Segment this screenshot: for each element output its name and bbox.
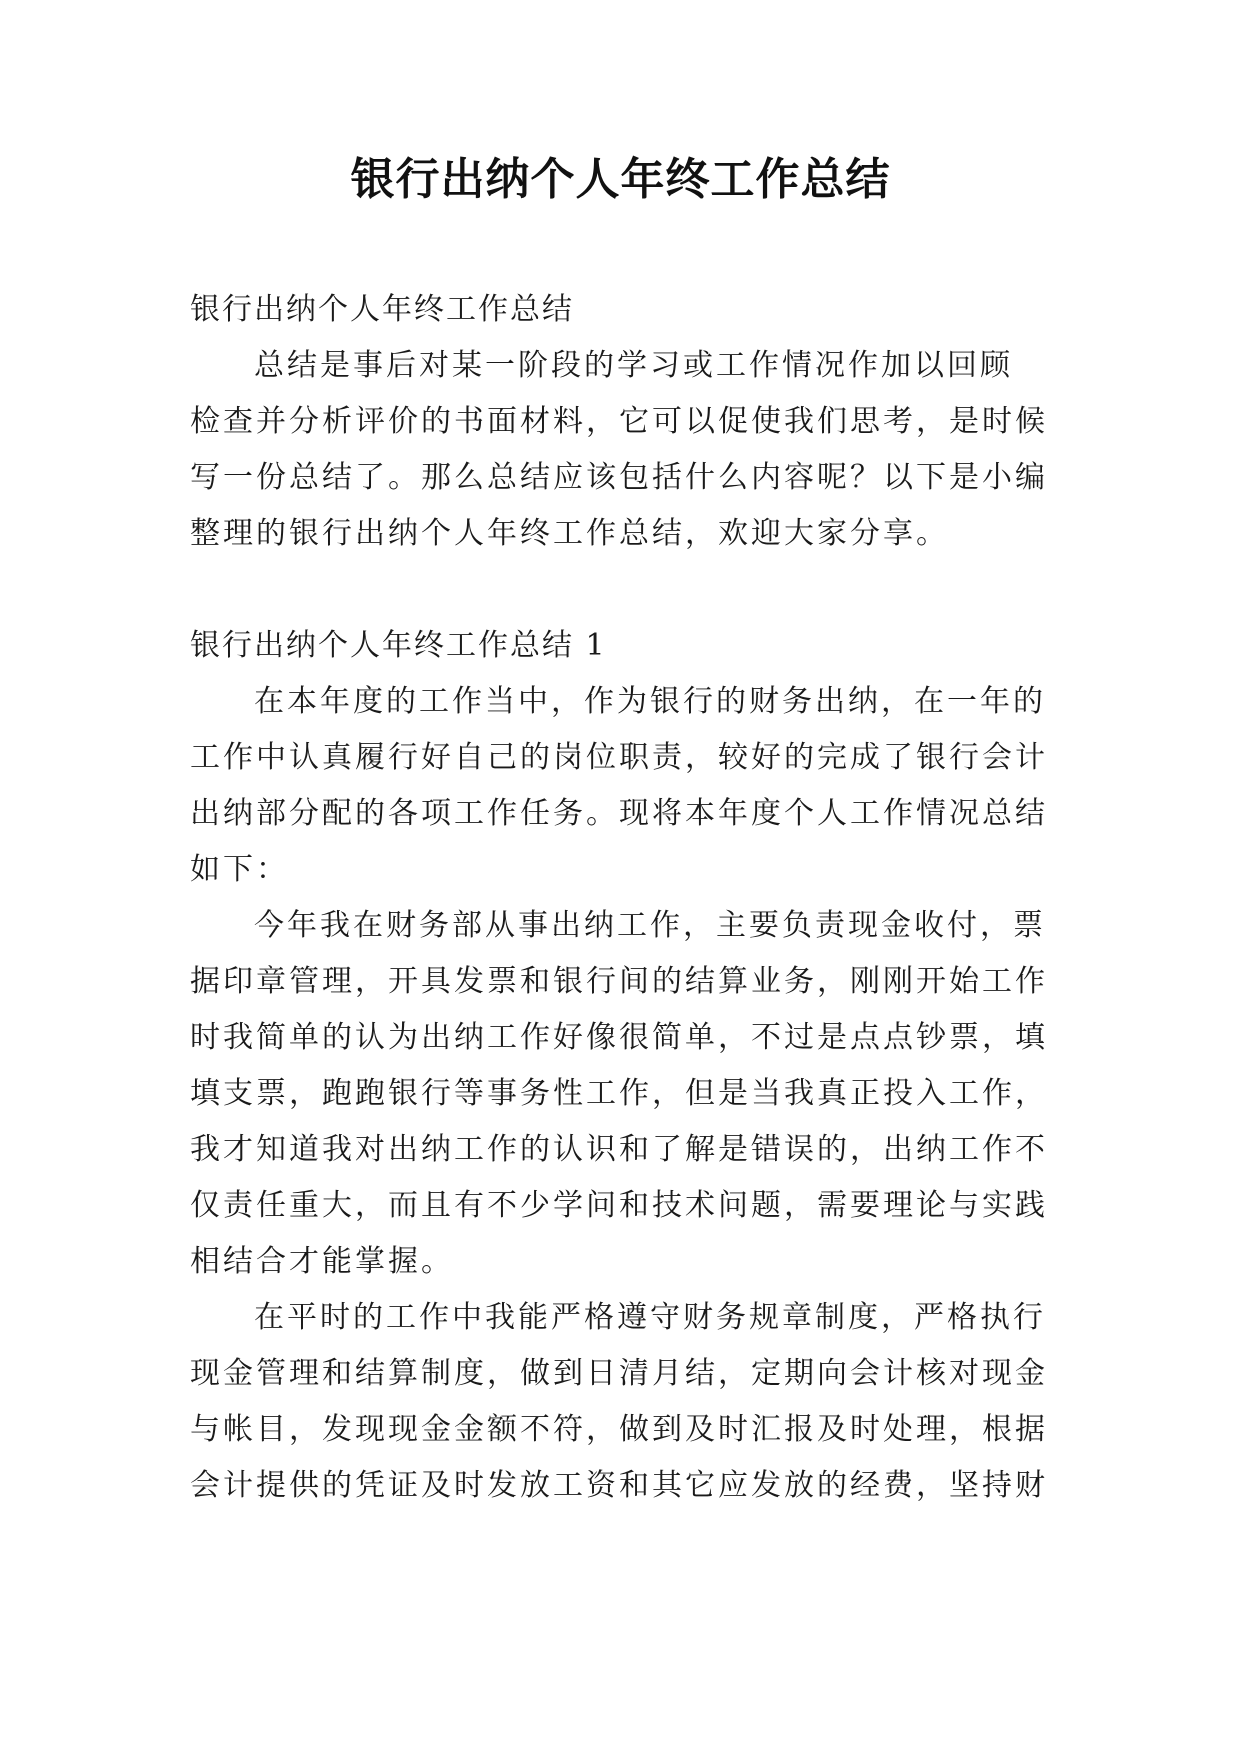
- paragraph-line: 仅责任重大，而且有不少学问和技术问题，需要理论与实践: [190, 1188, 1048, 1223]
- intro-heading: 银行出纳个人年终工作总结: [190, 292, 574, 327]
- paragraph-line: 在平时的工作中我能严格遵守财务规章制度，严格执行: [254, 1300, 1046, 1335]
- paragraph-line: 在本年度的工作当中，作为银行的财务出纳，在一年的: [254, 684, 1046, 719]
- paragraph-line: 我才知道我对出纳工作的认识和了解是错误的，出纳工作不: [190, 1132, 1048, 1167]
- paragraph-line: 工作中认真履行好自己的岗位职责，较好的完成了银行会计: [190, 740, 1048, 775]
- paragraph-line: 总结是事后对某一阶段的学习或工作情况作加以回顾: [254, 348, 1013, 383]
- paragraph-line: 今年我在财务部从事出纳工作，主要负责现金收付，票: [254, 908, 1046, 943]
- paragraph: [190, 1290, 1070, 1514]
- paragraph-line: 现金管理和结算制度，做到日清月结，定期向会计核对现金: [190, 1356, 1048, 1391]
- paragraph-line: 与帐目，发现现金金额不符，做到及时汇报及时处理，根据: [190, 1412, 1048, 1447]
- paragraph-line: 整理的银行出纳个人年终工作总结，欢迎大家分享。: [190, 516, 949, 551]
- document-title: 银行出纳个人年终工作总结: [350, 154, 891, 205]
- paragraph-line: 填支票，跑跑银行等事务性工作，但是当我真正投入工作，: [190, 1076, 1048, 1111]
- paragraph-line: 写一份总结了。那么总结应该包括什么内容呢？以下是小编: [190, 460, 1048, 495]
- paragraph-line: 时我简单的认为出纳工作好像很简单，不过是点点钞票，填: [190, 1020, 1048, 1055]
- paragraph-gap: [190, 562, 1070, 618]
- paragraph-line: 出纳部分配的各项工作任务。现将本年度个人工作情况总结: [190, 796, 1048, 831]
- paragraph: [190, 898, 1070, 1290]
- paragraph-line: 会计提供的凭证及时发放工资和其它应发放的经费，坚持财: [190, 1468, 1048, 1503]
- paragraph-line: 相结合才能掌握。: [190, 1244, 454, 1279]
- paragraph-line: 检查并分析评价的书面材料，它可以促使我们思考，是时候: [190, 404, 1048, 439]
- paragraph-line: 据印章管理，开具发票和银行间的结算业务，刚刚开始工作: [190, 964, 1048, 999]
- section-heading: 银行出纳个人年终工作总结 1: [190, 628, 607, 663]
- intro-paragraph: [190, 338, 1070, 562]
- paragraph-line: 如下：: [190, 852, 289, 887]
- document-body: [190, 282, 1070, 1514]
- paragraph: [190, 674, 1070, 898]
